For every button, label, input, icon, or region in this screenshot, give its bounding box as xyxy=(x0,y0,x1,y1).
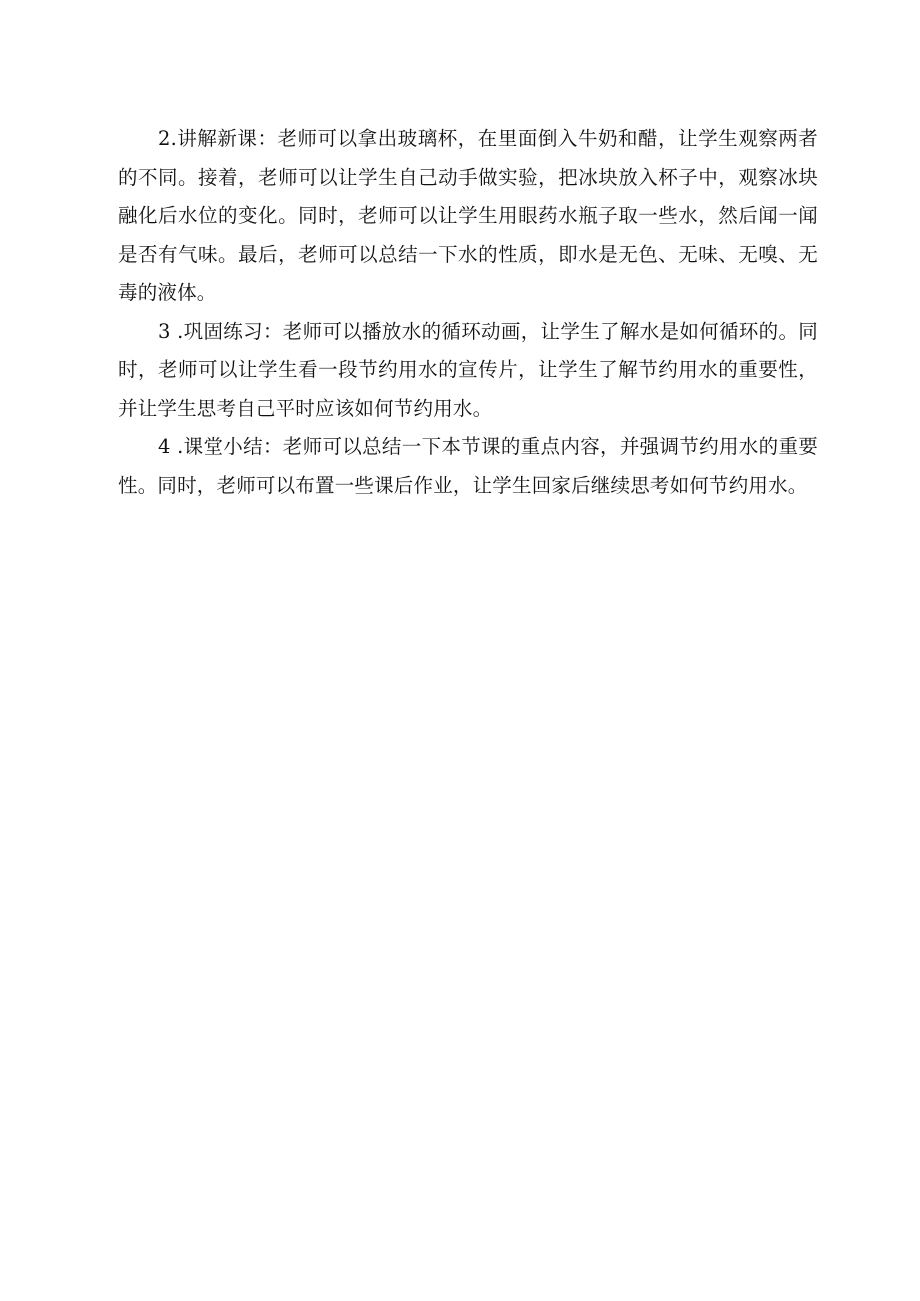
paragraph-practice: 3 .巩固练习：老师可以播放水的循环动画，让学生了解水是如何循环的。同时，老师可以让学生看一段节约用水的宣传片，让学生了解节约用水的重要性，并让学生思考自己平时应该如何节约用水。 xyxy=(118,319,818,420)
paragraph-summary: 4 .课堂小结：老师可以总结一下本节课的重点内容，并强调节约用水的重要性。同时，老师可以布置一些课后作业，让学生回家后继续思考如何节约用水。 xyxy=(118,435,818,497)
document-body xyxy=(118,120,818,505)
paragraph-lecture: 2.讲解新课：老师可以拿出玻璃杯，在里面倒入牛奶和醋，让学生观察两者的不同。接着，老师可以让学生自己动手做实验，把冰块放入杯子中，观察冰块融化后水位的变化。同时，老师可以让学生用眼药水瓶子取一些水，然后闻一闻是否有气味。最后，老师可以总结一下水的性质，即水是无色、无味、无嗅、无毒的液体。 xyxy=(118,127,818,304)
